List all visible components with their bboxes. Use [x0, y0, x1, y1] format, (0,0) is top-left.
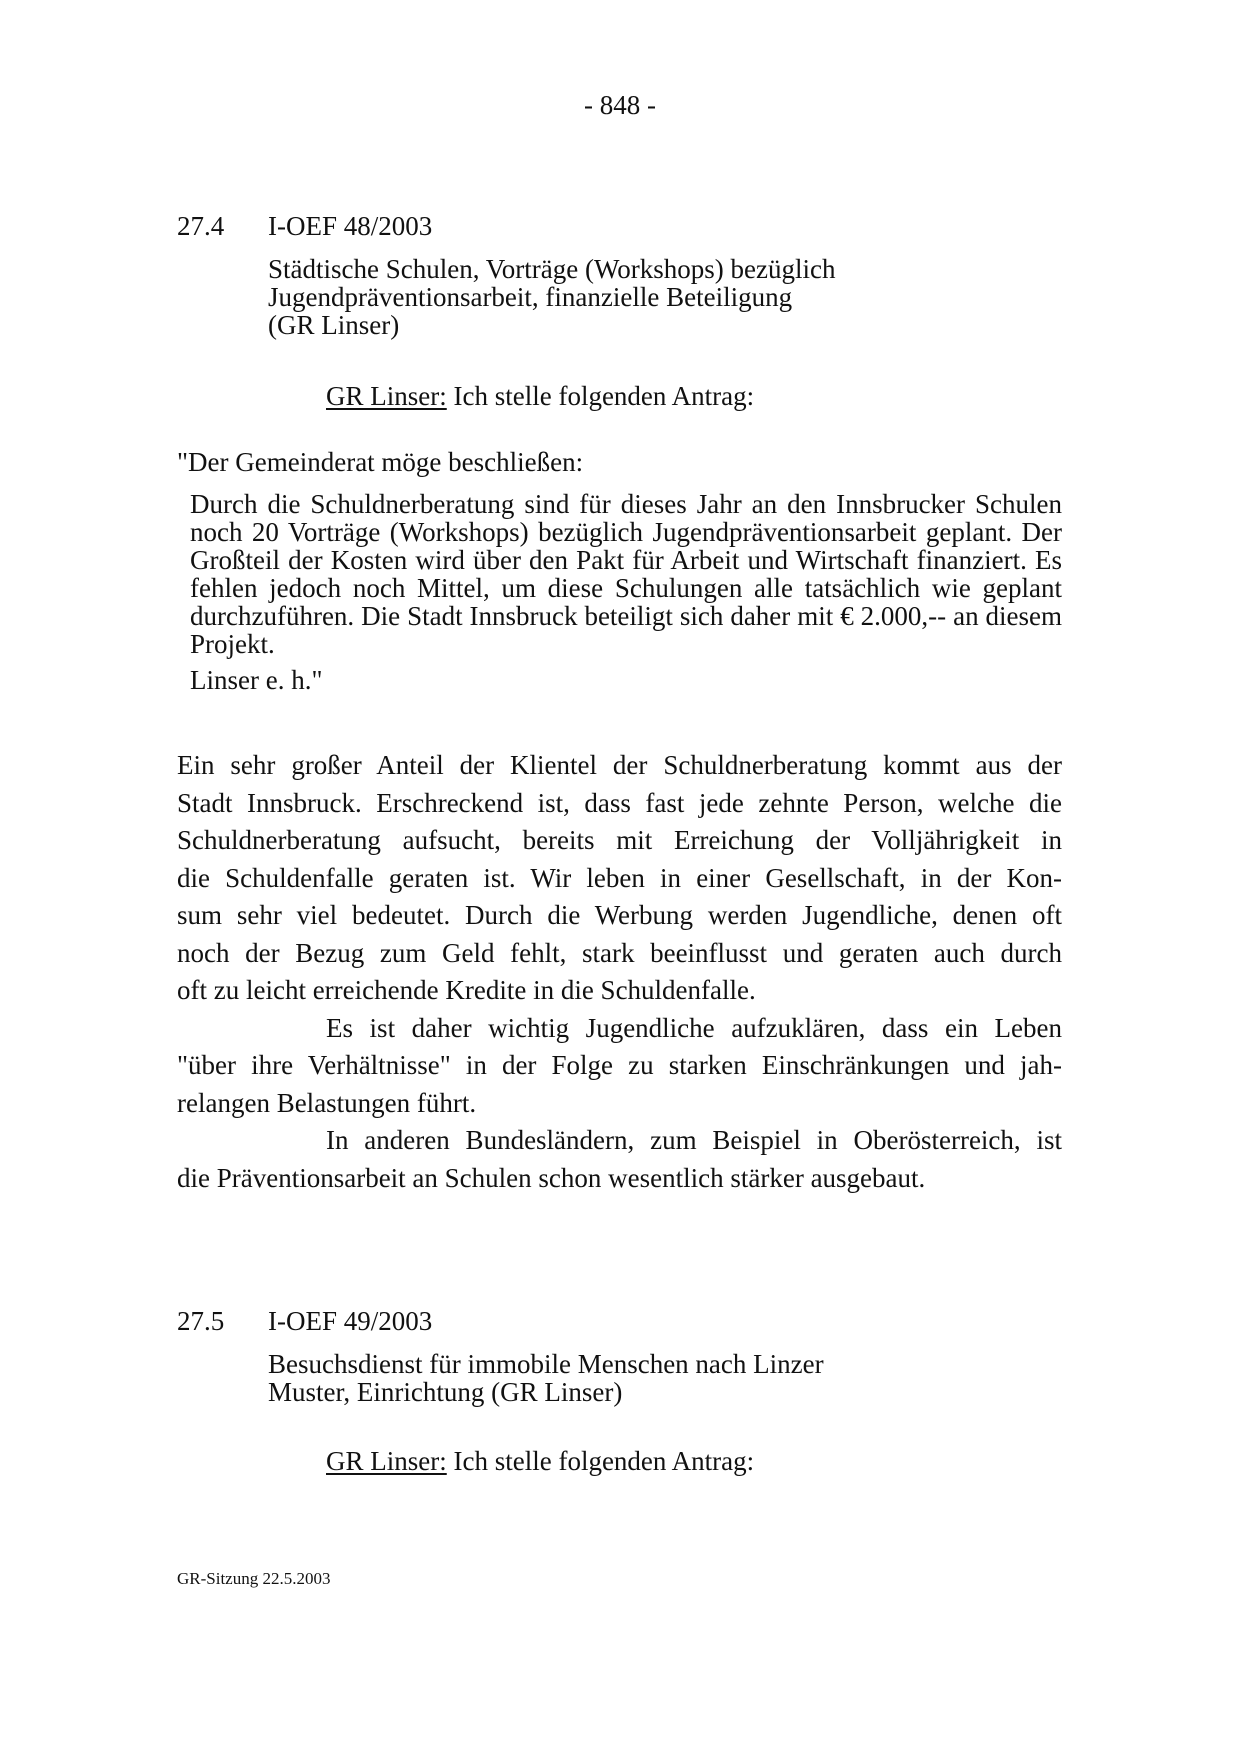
- body-line: Schuldnerberatung aufsucht, bereits mit Erreichung der Volljährigkeit in: [177, 825, 1062, 855]
- motion-signature: Linser e. h.": [190, 665, 323, 695]
- body-line: Ein sehr großer Anteil der Klientel der Schuldnerberatung kommt aus der: [177, 750, 1062, 780]
- body-line: relangen Belastungen führt.: [177, 1087, 477, 1118]
- subject-line: Städtische Schulen, Vorträge (Workshops) bezüglich: [268, 254, 836, 284]
- body-line: noch der Bezug zum Geld fehlt, stark beeinflusst und geraten auch durch: [177, 937, 1062, 968]
- speaker-line: [326, 1446, 754, 1477]
- item-subject: [268, 255, 835, 339]
- speaker-name: GR Linser:: [326, 1446, 447, 1476]
- motion-text: Durch die Schuldnerberatung sind für dieses Jahr an den Innsbrucker Schulen noch 20 Vorträge (Workshops) bezüglich Jugendpräventionsarbeit geplant. Der Großteil der Kosten wird über den Pakt für Arbeit und Wirtschaft finanziert. Es fehlen jedoch noch Mittel, um diese Schulungen alle tatsächlich wie geplant durchzuführen. Die Stadt Innsbruck beteiligt sich daher mit € 2.000,-- an diesem Projekt.: [190, 489, 1062, 659]
- subject-line: (GR Linser): [268, 310, 400, 340]
- speaker-statement: Ich stelle folgenden Antrag:: [446, 381, 755, 411]
- footer: GR-Sitzung 22.5.2003: [177, 1569, 331, 1588]
- body-line: Es ist daher wichtig Jugendliche aufzuklären, dass ein Leben: [326, 1012, 1062, 1043]
- item-code: I-OEF 48/2003: [268, 211, 433, 241]
- body-line: die Präventionsarbeit an Schulen schon wesentlich stärker ausgebaut.: [177, 1162, 926, 1193]
- subject-line: Jugendpräventionsarbeit, finanzielle Beteiligung: [268, 282, 793, 312]
- body-text: [177, 747, 1062, 1197]
- body-line: oft zu leicht erreichende Kredite in die Schuldenfalle.: [177, 975, 756, 1005]
- quote-intro: "Der Gemeinderat möge beschließen:: [177, 447, 584, 477]
- body-line: Stadt Innsbruck. Erschreckend ist, dass fast jede zehnte Person, welche die: [177, 787, 1062, 818]
- item-number: 27.4: [177, 211, 225, 241]
- body-line: In anderen Bundesländern, zum Beispiel in Oberösterreich, ist: [326, 1125, 1062, 1155]
- subject-line: Besuchsdienst für immobile Menschen nach Linzer: [268, 1349, 824, 1379]
- item-number: 27.5: [177, 1306, 225, 1336]
- body-line: "über ihre Verhältnisse" in der Folge zu starken Einschränkungen und jah-: [177, 1050, 1062, 1080]
- body-line: sum sehr viel bedeutet. Durch die Werbung werden Jugendliche, denen oft: [177, 900, 1062, 930]
- body-line: die Schuldenfalle geraten ist. Wir leben in einer Gesellschaft, in der Kon-: [177, 862, 1062, 893]
- speaker-line: [326, 381, 754, 412]
- item-subject: [268, 1350, 824, 1406]
- speaker-statement: Ich stelle folgenden Antrag:: [446, 1446, 755, 1476]
- item-code: I-OEF 49/2003: [268, 1306, 433, 1336]
- speaker-name: GR Linser:: [326, 381, 447, 411]
- page-number: - 848 -: [584, 90, 656, 120]
- subject-line: Muster, Einrichtung (GR Linser): [268, 1377, 623, 1407]
